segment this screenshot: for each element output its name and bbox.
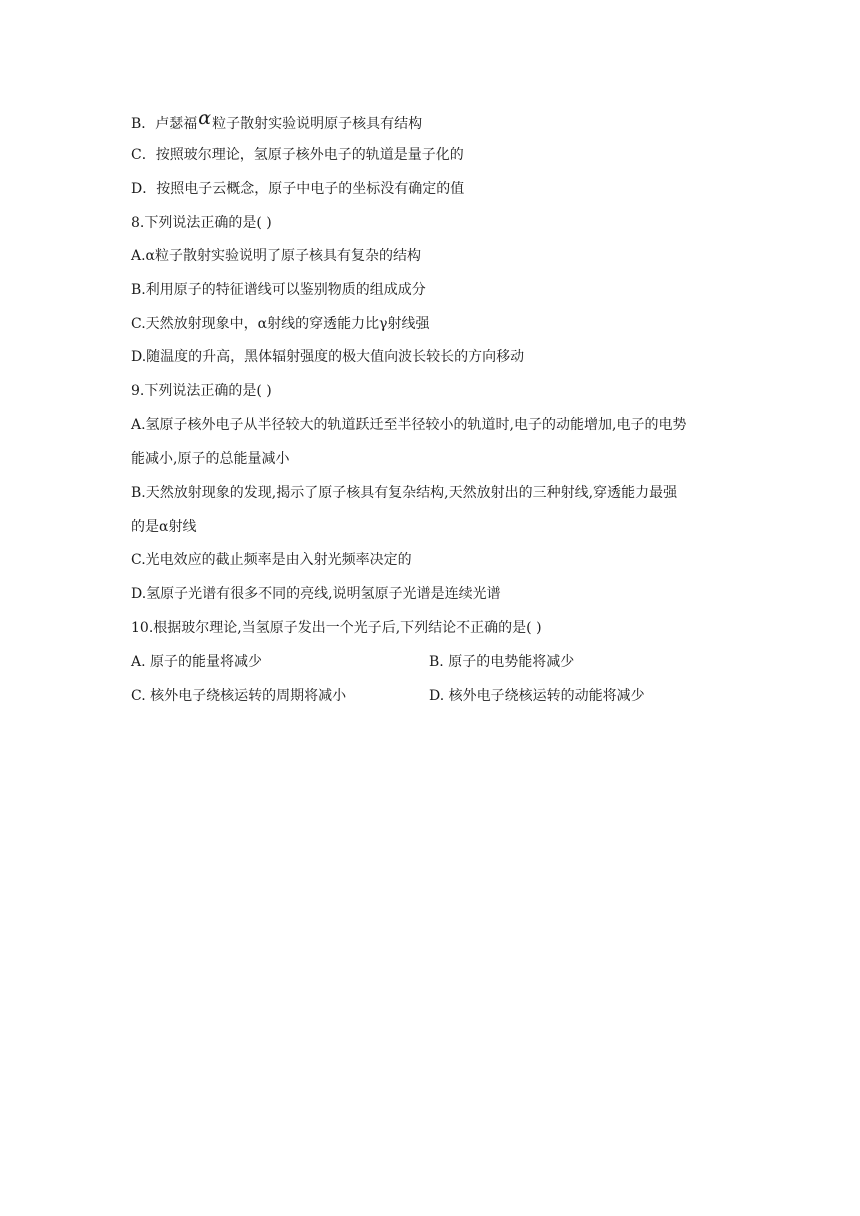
q8-option-b: B.利用原子的特征谱线可以鉴别物质的组成成分: [131, 282, 426, 298]
q9-option-b-line1: B.天然放射现象的发现,揭示了原子核具有复杂结构,天然放射出的三种射线,穿透能力最强: [131, 485, 678, 501]
q9-option-c: C.光电效应的截止频率是由入射光频率决定的: [131, 552, 412, 568]
q9-stem: 9.下列说法正确的是( ): [131, 383, 272, 399]
q9-option-a-line1: A.氢原子核外电子从半径较大的轨道跃迁至半径较小的轨道时,电子的动能增加,电子的电势: [131, 417, 687, 433]
q8-option-d: D.随温度的升高，黑体辐射强度的极大值向波长较长的方向移动: [131, 349, 525, 365]
q8-stem: 8.下列说法正确的是( ): [131, 215, 272, 231]
q10-option-d: D. 核外电子绕核运转的动能将减少: [429, 688, 645, 704]
q7-option-b: [131, 107, 423, 134]
q7-option-c: C．按照玻尔理论，氢原子核外电子的轨道是量子化的: [131, 147, 464, 163]
q10-stem: 10.根据玻尔理论,当氢原子发出一个光子后,下列结论不正确的是( ): [131, 620, 542, 636]
q9-option-b-line2: 的是α射线: [131, 519, 197, 535]
q10-option-c: C. 核外电子绕核运转的周期将减小: [131, 688, 347, 704]
q8-option-c: C.天然放射现象中，α射线的穿透能力比γ射线强: [131, 316, 430, 332]
q7-option-b-suffix: 粒子散射实验说明原子核具有结构: [212, 116, 423, 132]
q9-option-d: D.氢原子光谱有很多不同的亮线,说明氢原子光谱是连续光谱: [131, 586, 501, 602]
q10-option-b: B. 原子的电势能将减少: [429, 654, 575, 670]
q8-option-a: A.α粒子散射实验说明了原子核具有复杂的结构: [131, 248, 422, 264]
q7-option-b-prefix: B．卢瑟福: [131, 116, 198, 132]
alpha-symbol: α: [198, 107, 212, 129]
q10-option-a: A. 原子的能量将减少: [131, 654, 263, 670]
q7-option-d: D．按照电子云概念，原子中电子的坐标没有确定的值: [131, 181, 465, 197]
q9-option-a-line2: 能减小,原子的总能量减小: [131, 451, 290, 467]
